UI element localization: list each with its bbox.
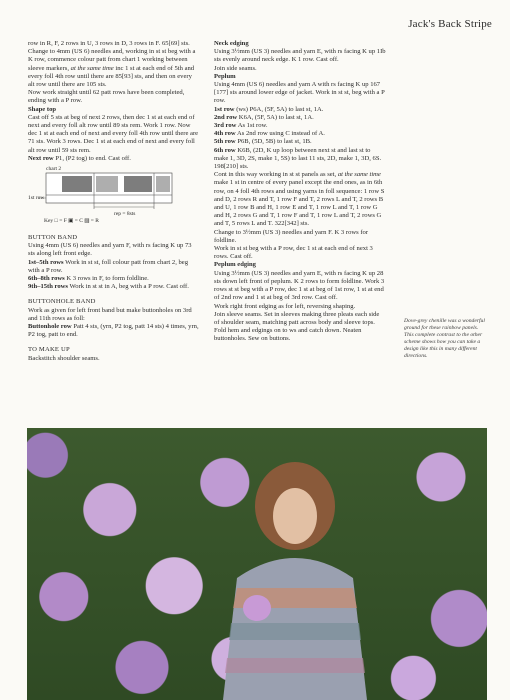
chart-label: chart 2 (46, 166, 62, 173)
text-paragraph: 1st row (ws) P6A, (5F, 5A) to last st, 1A. (214, 105, 324, 113)
text-paragraph: Using 4mm (US 6) needles and yarn F, with rs facing K up 73 sts along left front edge. (28, 242, 192, 258)
chart-2-diagram (28, 165, 200, 225)
text-paragraph: Work right front edging as for left, reversing shaping. (214, 302, 356, 310)
column-left (28, 40, 200, 363)
text-paragraph: Using 4mm (US 6) needles and yarn A with rs facing K up 167 [177] sts around lower edge of jacket. Work in st st, beg with a P row. (214, 81, 385, 105)
text-paragraph: Fold hem and edgings on to ws and catch down. Neaten buttonholes. Sew on buttons. (214, 327, 362, 343)
text-paragraph: Change to 3½mm (US 3) needles and yarn F. K 3 rows for foldline. (214, 228, 369, 244)
text-paragraph: 4th row As 2nd row using C instead of A. (214, 130, 325, 138)
section-heading: BUTTONHOLE BAND (28, 298, 96, 306)
section-heading: TO MAKE UP (28, 346, 70, 354)
hydrangea-photo (27, 428, 487, 700)
section-heading: Peplum edging (214, 261, 256, 269)
text-paragraph: 6th row K6B, (2D, K up loop between next st and last st to make 1, 3D, 2S, make 1, 5S) to last 11 sts, 2D, make 1, 3D, 6S. 198[210] sts. (214, 146, 382, 171)
text-paragraph: 2nd row K6A, (5F, 5A) to last st, 1A. (214, 113, 314, 121)
chart-rep-label: rep = 8sts (114, 211, 136, 218)
chart-key: Key □ = F ▣ = C ▨ = R (44, 218, 99, 225)
page-header: Jack's Back Stripe (408, 18, 492, 30)
text-paragraph: Next row P1, (P2 tog) to end. Cast off. (28, 154, 131, 162)
text-paragraph: 9th–15th rows Work in st st in A, beg with a P row. Cast off. (28, 283, 189, 291)
text-paragraph: Cont in this way working in st st panels as set, at the same time make 1 st in centre of every panel except the end ones, as in 6th row, on 4 foll 4th rows and using yarns in foll sequence: 1 row S and D, 2 rows R and T, 1 row F and T, 2 rows L and T, 2 rows B and U, 1 row B and H, 1 row E and T, 1 row L and T, 1 row G and H, 2 rows G and T, 1 row F and T, 1 row L and T, 2 rows G and T, 5 rows L and T. 322[342] sts. (214, 171, 385, 228)
text-paragraph: Change to 4mm (US 6) needles and, working in st st beg with a K row, commence colour patt from chart 1 working between sleeve markers, at the same time inc 1 st at each end of 5th and every foll 4th row until there are 85[93] sts, and then on every alt row until there are 105 sts. (28, 48, 196, 89)
text-paragraph: 1st–5th rows Work in st st, foll colour patt from chart 2, beg with a P row. (28, 258, 189, 274)
text-paragraph: Now work straight until 62 patt rows have been completed, ending with a P row. (28, 89, 185, 105)
text-paragraph: Backstitch shoulder seams. (28, 354, 100, 362)
section-heading: BUTTON BAND (28, 234, 78, 242)
text-paragraph: Work as given for left front band but make buttonholes on 3rd and 11th rows as foll: (28, 306, 192, 322)
section-heading: Peplum (214, 72, 236, 80)
section-heading: Neck edging (214, 40, 249, 47)
text-paragraph: Using 3½mm (US 3) needles and yarn E, with rs facing K up 1Ib sts evenly around neck edge. K 1 row. Cast off. (214, 48, 386, 64)
photo-caption: Dove-grey chenille was a wonderful ground for these rainbow panels. This complete contrast to the other scheme shows how you can take a design like this in many different directions. (404, 318, 485, 359)
text-paragraph: 3rd row As 1st row. (214, 122, 268, 130)
text-paragraph: 6th–8th rows K 3 rows in F, to form foldline. (28, 275, 149, 283)
text-paragraph: Join side seams. (214, 64, 257, 72)
text-paragraph: Buttonhole row Patt 4 sts, (yrn, P2 tog, patt 14 sts) 4 times, yrn, P2 tog, patt to end. (28, 323, 199, 339)
text-paragraph: Work in st st beg with a P row, dec 1 st at each end of next 3 rows. Cast off. (214, 245, 373, 261)
column-middle (214, 40, 386, 344)
text-paragraph: Cast off 5 sts at beg of next 2 rows, then dec 1 st at each end of next and every foll alt row until 89 sts rem. Work 1 row. Now dec 1 st at each end of next and every foll 4th row until there are 71 sts. Work 3 rows. Dec 1 st at each end of next and every foll alt row until 59 sts rem. (28, 113, 199, 154)
chart-row-label: 1st row (28, 195, 45, 202)
text-paragraph: Join sleeve seams. Set in sleeves making three pleats each side of shoulder seam, matching patt across body and sleeve tops. (214, 310, 380, 326)
text-paragraph: 5th row P6B, (5D, 5B) to last st, 1B. (214, 138, 312, 146)
text-paragraph: row in R, F, 2 rows in U, 3 rows in D, 3 rows in F. 65[69] sts. (28, 40, 190, 47)
model-figure (197, 458, 387, 700)
text-paragraph: Using 3½mm (US 3) needles and yarn E, with rs facing K up 28 sts down left front of peplum. K 2 rows to form foldline. Work 3 rows st st beg with a P row, dec 1 st at beg of 1st row, 1 st at end of 2nd row and 1 st at beg of 3rd row. Cast off. (214, 269, 385, 302)
section-heading: Shape top (28, 105, 57, 113)
